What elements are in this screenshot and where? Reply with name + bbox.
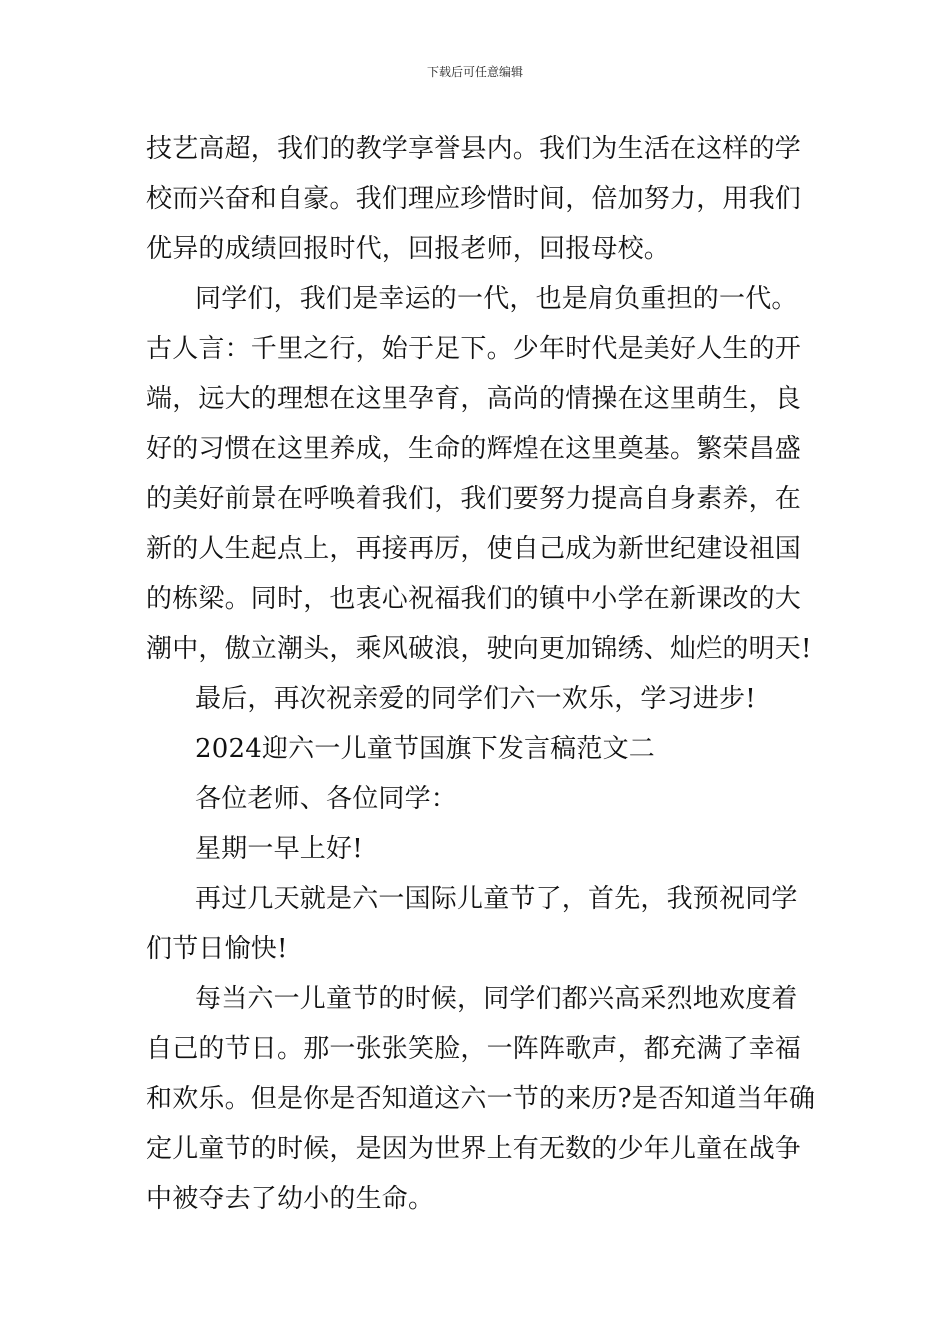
text-line: 潮中，傲立潮头，乘风破浪，驶向更加锦绣、灿烂的明天! — [146, 634, 812, 664]
text-line: 们节日愉快! — [146, 934, 288, 964]
text-line: 的美好前景在呼唤着我们，我们要努力提高自身素养，在 — [146, 484, 802, 514]
text-line: 的栋梁。同时，也衷心祝福我们的镇中小学在新课改的大 — [146, 584, 802, 614]
text-line: 古人言：千里之行，始于足下。少年时代是美好人生的开 — [146, 334, 802, 364]
text-line: 每当六一儿童节的时候，同学们都兴高采烈地欢度着 — [195, 984, 798, 1014]
document-body — [146, 124, 816, 1224]
text-line: 和欢乐。但是你是否知道这六一节的来历?是否知道当年确 — [146, 1084, 816, 1114]
text-line: 星期一早上好! — [195, 834, 363, 864]
page-header: 下载后可任意编辑 — [426, 65, 523, 79]
text-line: 各位老师、各位同学： — [195, 784, 458, 814]
text-line: 技艺高超，我们的教学享誉县内。我们为生活在这样的学 — [146, 134, 802, 164]
text-line: 再过几天就是六一国际儿童节了，首先，我预祝同学 — [195, 884, 798, 914]
text-line: 优异的成绩回报时代，回报老师，回报母校。 — [146, 234, 671, 264]
text-line: 中被夺去了幼小的生命。 — [146, 1184, 435, 1214]
text-line: 同学们，我们是幸运的一代，也是肩负重担的一代。 — [195, 284, 798, 314]
text-line: 校而兴奋和自豪。我们理应珍惜时间，倍加努力，用我们 — [146, 184, 802, 214]
text-line: 端，远大的理想在这里孕育，高尚的情操在这里萌生，良 — [146, 384, 802, 414]
text-line: 定儿童节的时候，是因为世界上有无数的少年儿童在战争 — [146, 1134, 802, 1164]
text-line: 最后，再次祝亲爱的同学们六一欢乐，学习进步! — [195, 684, 756, 714]
text-line: 新的人生起点上，再接再厉，使自己成为新世纪建设祖国 — [146, 534, 802, 564]
text-line: 好的习惯在这里养成，生命的辉煌在这里奠基。繁荣昌盛 — [146, 434, 802, 464]
text-line: 2024迎六一儿童节国旗下发言稿范文二 — [195, 734, 655, 764]
text-line: 自己的节日。那一张张笑脸，一阵阵歌声，都充满了幸福 — [146, 1034, 802, 1064]
